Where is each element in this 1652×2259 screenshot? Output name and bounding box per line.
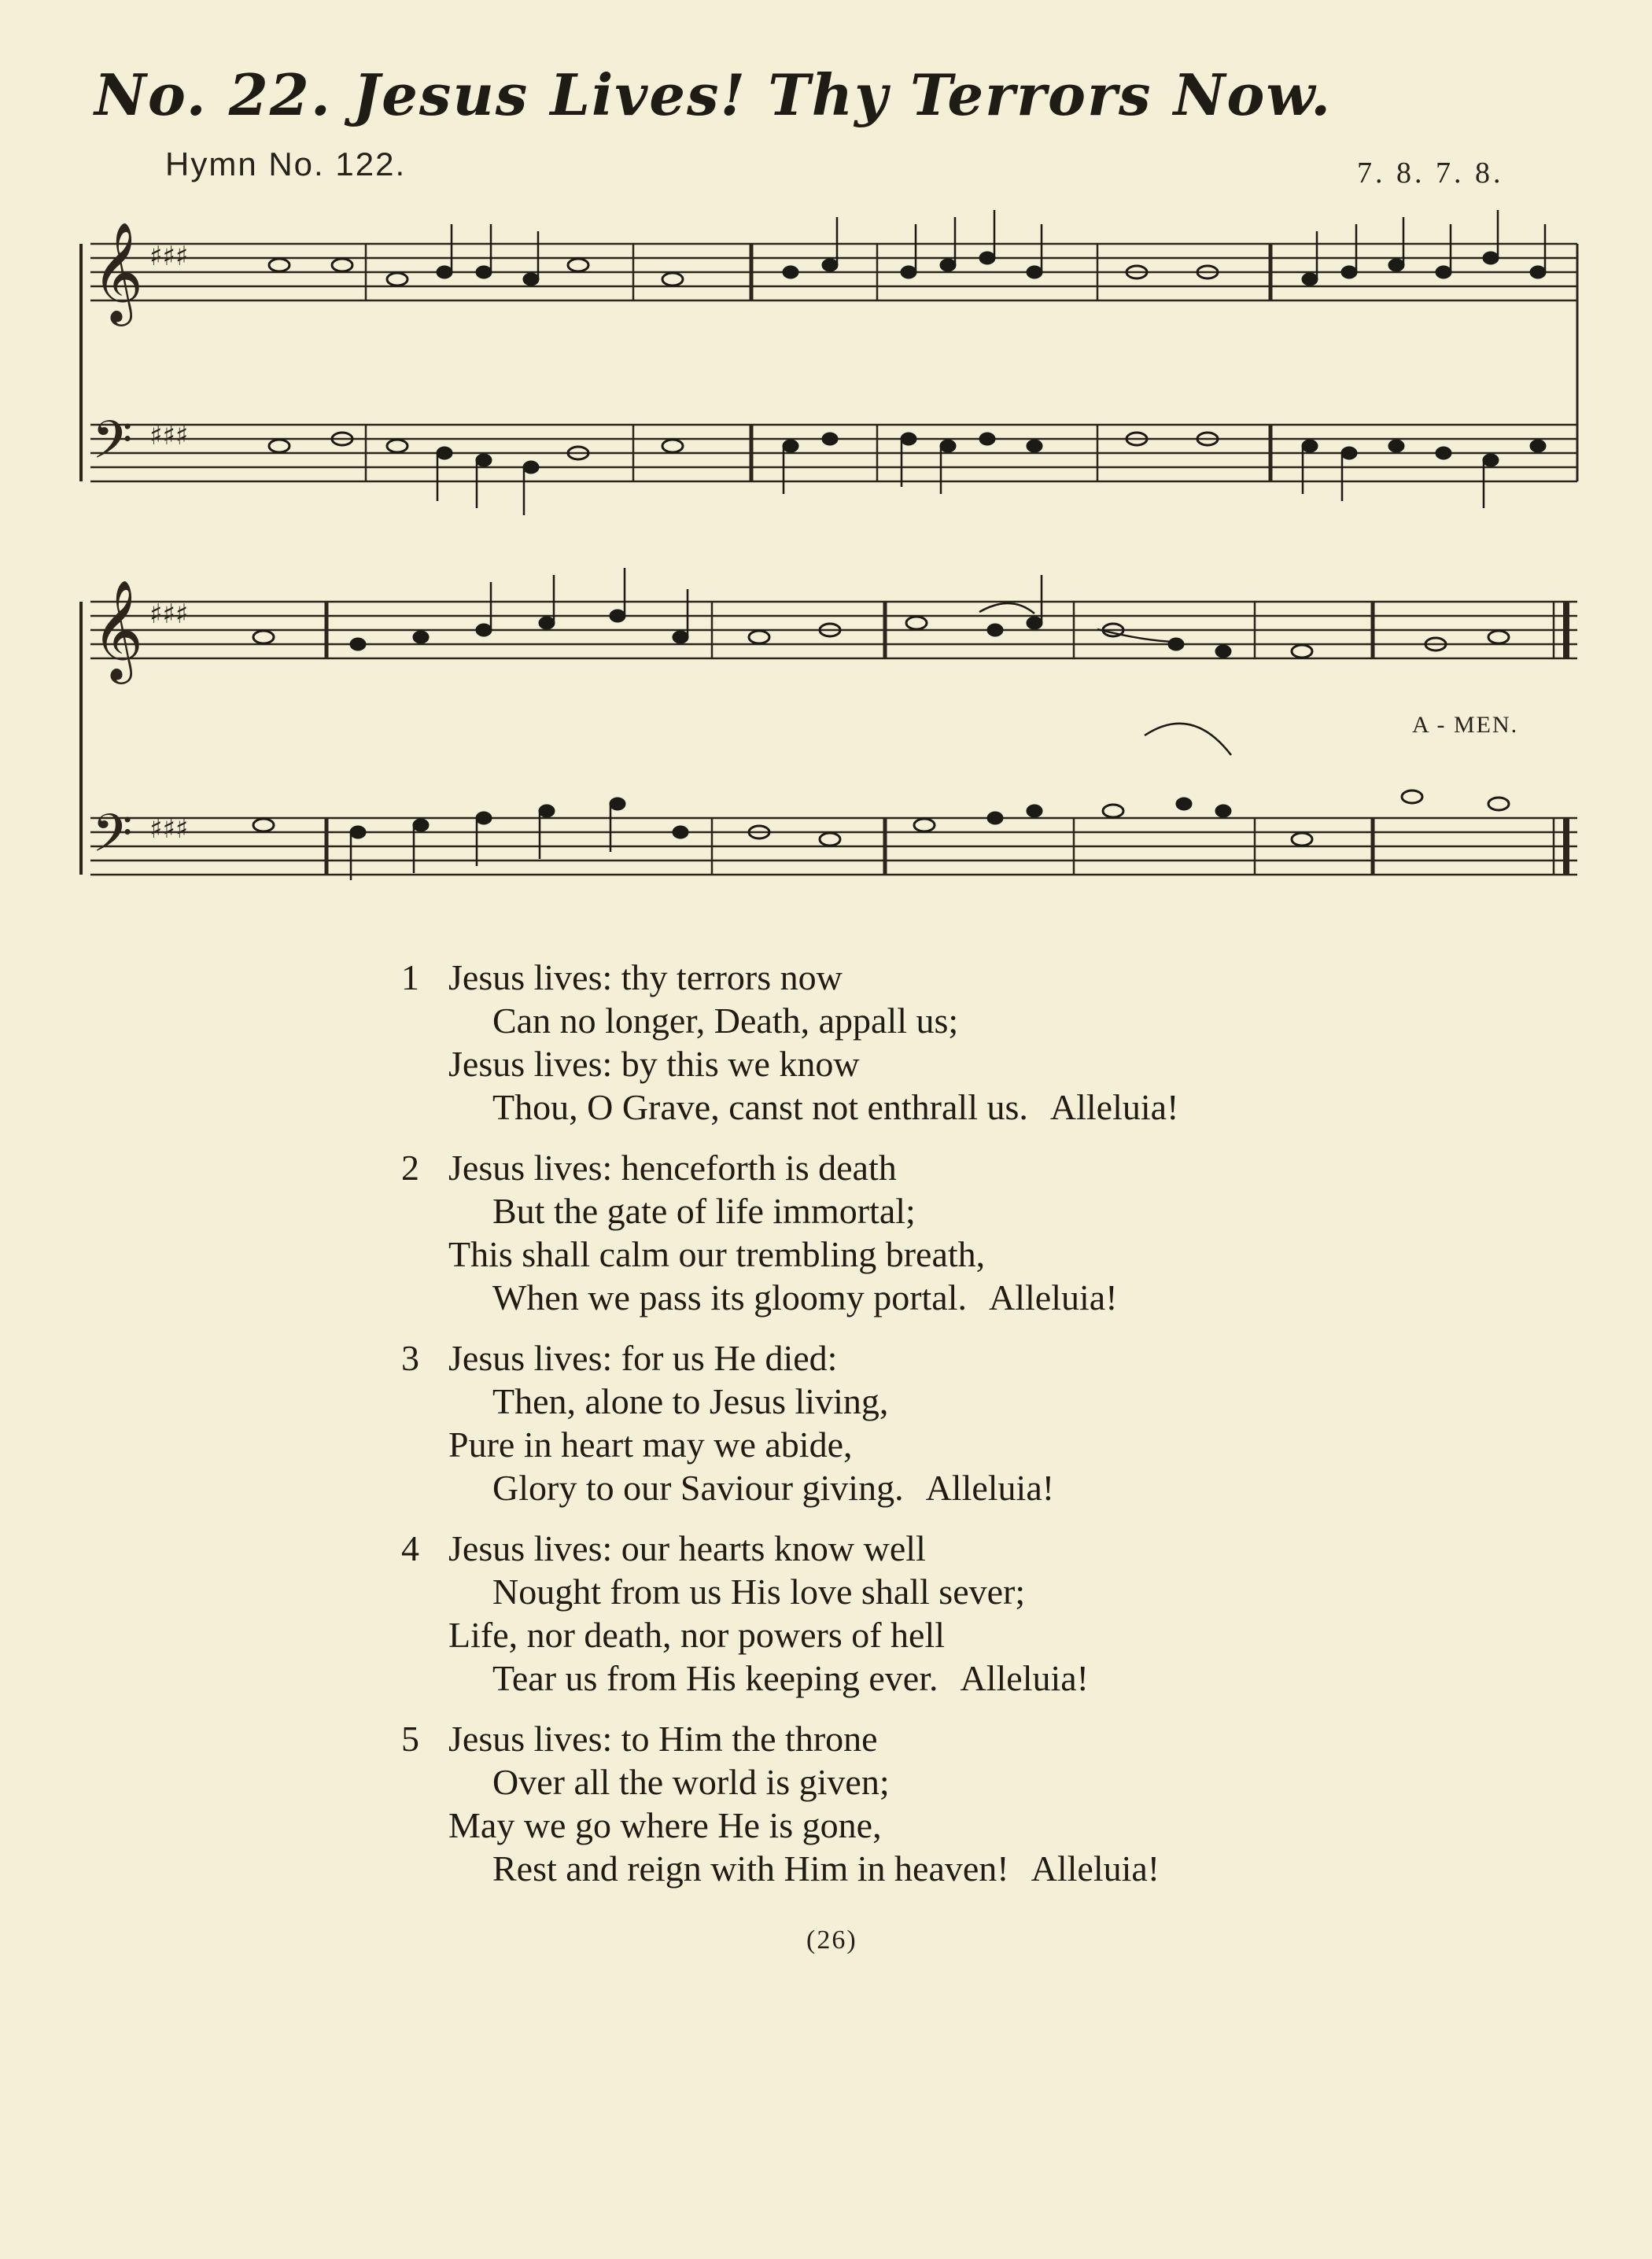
verse-line: Then, alone to Jesus living,	[492, 1381, 889, 1421]
verse-line: May we go where He is gone,	[448, 1805, 882, 1845]
verse-line-text: Glory to our Saviour giving.	[492, 1468, 904, 1508]
svg-text:𝄢: 𝄢	[92, 410, 133, 483]
alleluia-refrain: Alleluia!	[925, 1468, 1055, 1508]
verse-line: Jesus lives: by this we know	[448, 1044, 860, 1084]
alleluia-refrain: Alleluia!	[1031, 1848, 1160, 1889]
hymn-reference: Hymn No. 122.	[165, 146, 407, 182]
verse-line: Jesus lives: our hearts know well	[448, 1528, 926, 1568]
verse-line: This shall calm our trembling breath,	[448, 1234, 986, 1274]
verse-line: But the gate of life immortal;	[492, 1191, 916, 1231]
verse-line-last	[401, 1085, 1178, 1129]
score-system-2	[75, 566, 1585, 920]
verse-1	[401, 956, 1178, 1129]
verse-line: Life, nor death, nor powers of hell	[448, 1615, 946, 1655]
verse-line: Pure in heart may we abide,	[448, 1424, 853, 1465]
verse-number: 2	[401, 1148, 419, 1188]
svg-text:♯♯♯: ♯♯♯	[149, 813, 189, 845]
alleluia-refrain: Alleluia!	[989, 1277, 1118, 1317]
amen-label: A - MEN.	[1412, 712, 1519, 738]
verse-line: Jesus lives: henceforth is death	[448, 1148, 897, 1188]
verse-line: Nought from us His love shall sever;	[492, 1572, 1026, 1612]
verse-5	[401, 1717, 1178, 1890]
alleluia-refrain: Alleluia!	[960, 1658, 1089, 1698]
music-system-1	[75, 208, 1585, 539]
verse-number: 4	[401, 1528, 419, 1568]
score-system-1	[75, 208, 1585, 539]
svg-text:♯♯♯: ♯♯♯	[149, 241, 189, 272]
verse-line-text: Tear us from His keeping ever.	[492, 1658, 938, 1698]
verse-number: 5	[401, 1719, 419, 1759]
verse-line: Jesus lives: for us He died:	[448, 1338, 838, 1378]
verse-2	[401, 1146, 1178, 1319]
svg-text:𝄞: 𝄞	[92, 579, 144, 680]
verse-line-last	[401, 1847, 1178, 1890]
verse-line-last	[401, 1466, 1178, 1509]
verse-line: Jesus lives: thy terrors now	[448, 957, 843, 997]
page-number: (26)	[806, 1925, 857, 1955]
verse-number: 1	[401, 957, 419, 997]
meter-label: 7. 8. 7. 8.	[1357, 157, 1504, 190]
verse-number: 3	[401, 1338, 419, 1378]
verse-3	[401, 1336, 1178, 1509]
verse-line: Jesus lives: to Him the throne	[448, 1719, 878, 1759]
verse-4	[401, 1527, 1178, 1700]
verse-line-text: Rest and reign with Him in heaven!	[492, 1848, 1009, 1889]
lyrics-block	[401, 956, 1178, 1907]
svg-text:♯♯♯: ♯♯♯	[149, 420, 189, 451]
music-system-2	[75, 566, 1585, 920]
hymn-title: No. 22. Jesus Lives! Thy Terrors Now.	[94, 61, 1333, 128]
verse-line-last	[401, 1656, 1178, 1700]
svg-text:𝄢: 𝄢	[92, 803, 133, 876]
svg-text:♯♯♯: ♯♯♯	[149, 599, 189, 630]
verse-line-text: When we pass its gloomy portal.	[492, 1277, 968, 1317]
verse-line: Over all the world is given;	[492, 1762, 890, 1802]
svg-text:𝄞: 𝄞	[92, 221, 144, 322]
verse-line: Can no longer, Death, appall us;	[492, 1001, 959, 1041]
alleluia-refrain: Alleluia!	[1049, 1087, 1179, 1127]
verse-line-last	[401, 1276, 1178, 1319]
verse-line-text: Thou, O Grave, canst not enthrall us.	[492, 1087, 1028, 1127]
